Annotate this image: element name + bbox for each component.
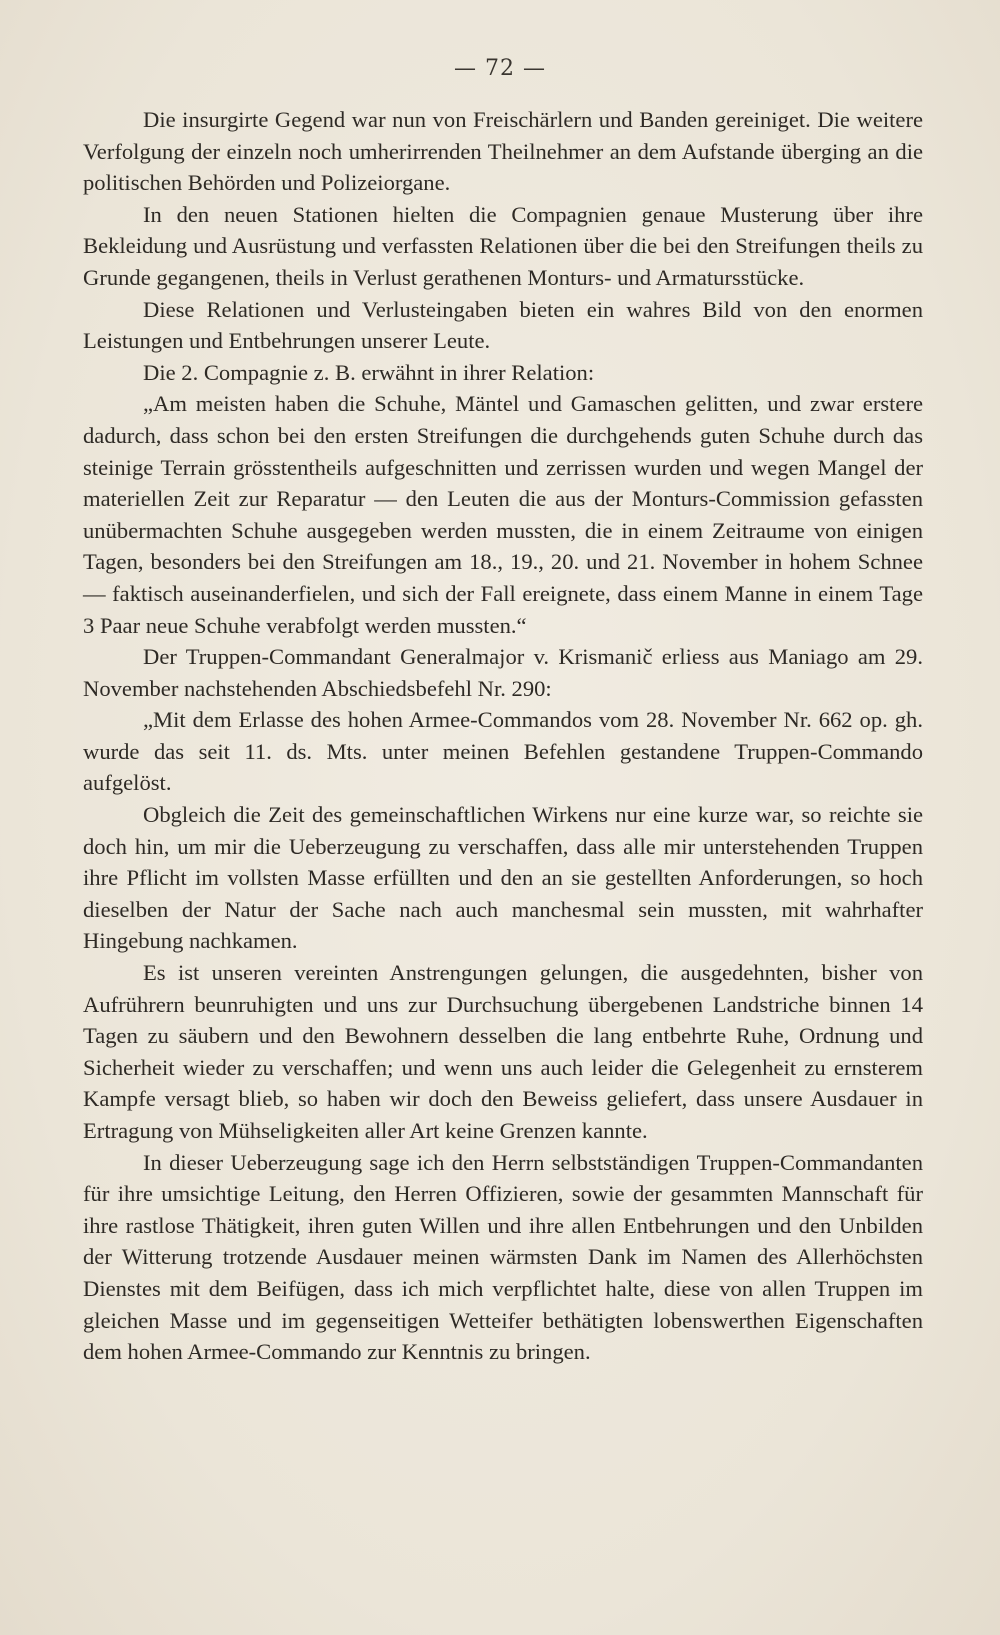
paragraph: Es ist unseren vereinten Anstrengungen gelungen, die ausgedehnten, bisher von Aufrührern beunruhigten und uns zur Durchsuchung übergebenen Landstriche binnen 14 Tagen zu säubern und den Bewohnern desselben die lang entbehrte Ruhe, Ordnung und Sicherheit wieder zu verschaffen; und wenn uns auch leider die Gelegenheit zu ernsterem Kampfe versagt blieb, so haben wir doch den Beweiss geliefert, dass unsere Ausdauer in Ertragung von Mühseligkeiten aller Art keine Grenzen kannte. (83, 960, 923, 1143)
paragraph: Diese Relationen und Verlusteingaben bieten ein wahres Bild von den enormen Leistungen und Entbehrungen unserer Leute. (83, 296, 923, 354)
paragraph: In dieser Ueberzeugung sage ich den Herrn selbstständigen Truppen-Commandanten für ihre umsichtige Leitung, den Herren Offizieren, sowie der gesammten Mannschaft für ihre rastlose Thätigkeit, ihren guten Willen und ihre allen Entbehrungen und den Unbilden der Witterung trotzende Ausdauer meinen wärmsten Dank im Namen des Allerhöchsten Dienstes mit dem Beifügen, dass ich mich verpflichtet halte, diese von allen Truppen im gleichen Masse und im gegenseitigen Wetteifer bethätigten lobenswerthen Eigenschaften dem hohen Armee-Commando zur Kenntnis zu bringen. (83, 1149, 923, 1365)
paragraph: Der Truppen-Commandant Generalmajor v. Krismanič erliess aus Maniago am 29. November nachstehenden Abschiedsbefehl Nr. 290: (83, 644, 923, 701)
page-number: — 72 — (454, 56, 546, 81)
paragraph: Die 2. Compagnie z. B. erwähnt in ihrer Relation: (143, 359, 595, 385)
body-text (83, 104, 923, 1368)
quoted-paragraph: „Mit dem Erlasse des hohen Armee-Commandos vom 28. November Nr. 662 op. gh. wurde das seit 11. ds. Mts. unter meinen Befehlen gestandene Truppen-Commando aufgelöst. (83, 707, 923, 796)
paragraph: In den neuen Stationen hielten die Compagnien genaue Musterung über ihre Bekleidung und Ausrüstung und verfassten Relationen über die bei den Streifungen theils zu Grunde gegangenen, theils in Verlust gerathenen Monturs- und Armatursstücke. (83, 201, 923, 290)
paragraph: Obgleich die Zeit des gemeinschaftlichen Wirkens nur eine kurze war, so reichte sie doch hin, um mir die Ueberzeugung zu verschaffen, dass alle mir unterstehenden Truppen ihre Pflicht im vollsten Masse erfüllten und den an sie gestellten Anforderungen, so hoch dieselben der Natur der Sache nach auch manchesmal sein mussten, mit wahrhafter Hingebung nachkamen. (83, 802, 923, 954)
quoted-paragraph: „Am meisten haben die Schuhe, Mäntel und Gamaschen gelitten, und zwar erstere dadurch, dass schon bei den ersten Streifungen die durchgehends guten Schuhe durch das steinige Terrain grösstentheils aufgeschnitten und zerrissen wurden und wegen Mangel der materiellen Zeit zur Reparatur — den Leuten die aus der Monturs-Commission gefassten unübermachten Schuhe ausgegeben werden mussten, die in einem Zeitraume von einigen Tagen, besonders bei den Streifungen am 18., 19., 20. und 21. November in hohem Schnee — faktisch auseinanderfielen, und sich der Fall ereignete, dass einem Manne in einem Tage 3 Paar neue Schuhe verabfolgt werden mussten.“ (83, 391, 923, 638)
paragraph: Die insurgirte Gegend war nun von Freischärlern und Banden gereiniget. Die weitere Verfolgung der einzeln noch umherirrenden Theilnehmer an dem Aufstande überging an die politischen Behörden und Polizeiorgane. (83, 107, 923, 196)
